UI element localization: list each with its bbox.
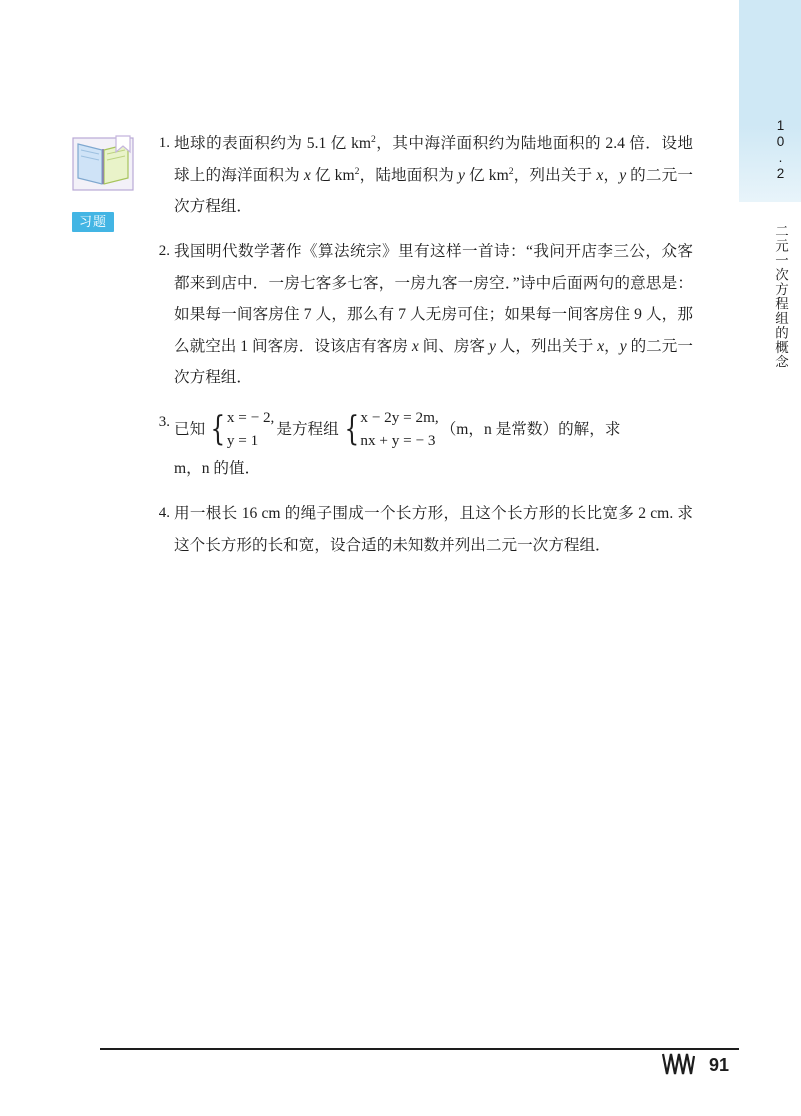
footer-divider (100, 1048, 739, 1050)
problem-text-3 (174, 409, 621, 478)
given-system-rows (227, 406, 275, 452)
problem-text-4: 用一根长 16 cm 的绳子围成一个长方形，且这个长方形的长比宽多 2 cm. 求这个长方形的长和宽，设合适的未知数并列出二元一次方程组． (174, 504, 693, 554)
section-tab-text (772, 118, 787, 369)
system-eq-2: nx + y = − 3 (360, 432, 436, 450)
problem-item-2 (148, 236, 693, 394)
problem-3-mid: 是方程组 (276, 420, 339, 438)
system-eq-1: x − 2y = 2m, (360, 409, 439, 427)
open-book-icon (72, 132, 134, 194)
problem-text-2: 我国明代数学著作《算法统宗》里有这样一首诗：“我问开店李三公，众客都来到店中．一房七客多七客，一房九客一房空．”诗中后面两句的意思是：如果每一间客房住 7 人，那么有 7 人无房可住；如果每一间客房住 9 人，那么就空出 1 间客房．设该店有客房 x 间、房客 y 人，列出关于 x，y 的二元一次方程组． (174, 242, 693, 387)
footer-decoration-icon (661, 1052, 695, 1076)
given-eq-2: y = 1 (226, 432, 259, 450)
problem-number-1: 1. (158, 135, 170, 151)
problem-item-3 (148, 407, 693, 485)
problem-number-2: 2. (158, 242, 170, 259)
exercise-marker (72, 132, 134, 242)
equation-system-rows (360, 406, 438, 452)
problem-list (148, 128, 693, 561)
given-system (207, 406, 274, 452)
problem-3-lead: 已知 (174, 420, 206, 438)
brace-left-system: { (344, 409, 359, 450)
section-title: 二元一次方程组的概念 (773, 224, 788, 369)
problem-3-condition: （m，n 是常数）的解，求 (440, 420, 621, 438)
brace-left-given: { (210, 409, 226, 450)
given-eq-1: x = − 2, (226, 409, 275, 427)
problem-item-1 (148, 128, 693, 223)
section-number: 10.2 (773, 118, 788, 182)
problem-3-tail: m，n 的值． (174, 460, 261, 478)
exercise-badge: 习题 (72, 212, 114, 232)
page-number: 91 (708, 1055, 729, 1075)
problem-number-4: 4. (158, 504, 170, 521)
problem-number-3: 3. (158, 414, 170, 431)
problem-item-4 (148, 498, 693, 561)
section-tab (739, 0, 801, 369)
problem-list-container (148, 128, 693, 574)
problem-text-1: 地球的表面积约为 5.1 亿 $km^2$，其中海洋面积约为陆地面积的 2.4 倍．设地球上的海洋面积为 x 亿 $km^2$，陆地面积为 y 亿 $km^2$，列出关于 x，y 的二元一次方程组． (174, 133, 693, 216)
equation-system (341, 406, 439, 452)
